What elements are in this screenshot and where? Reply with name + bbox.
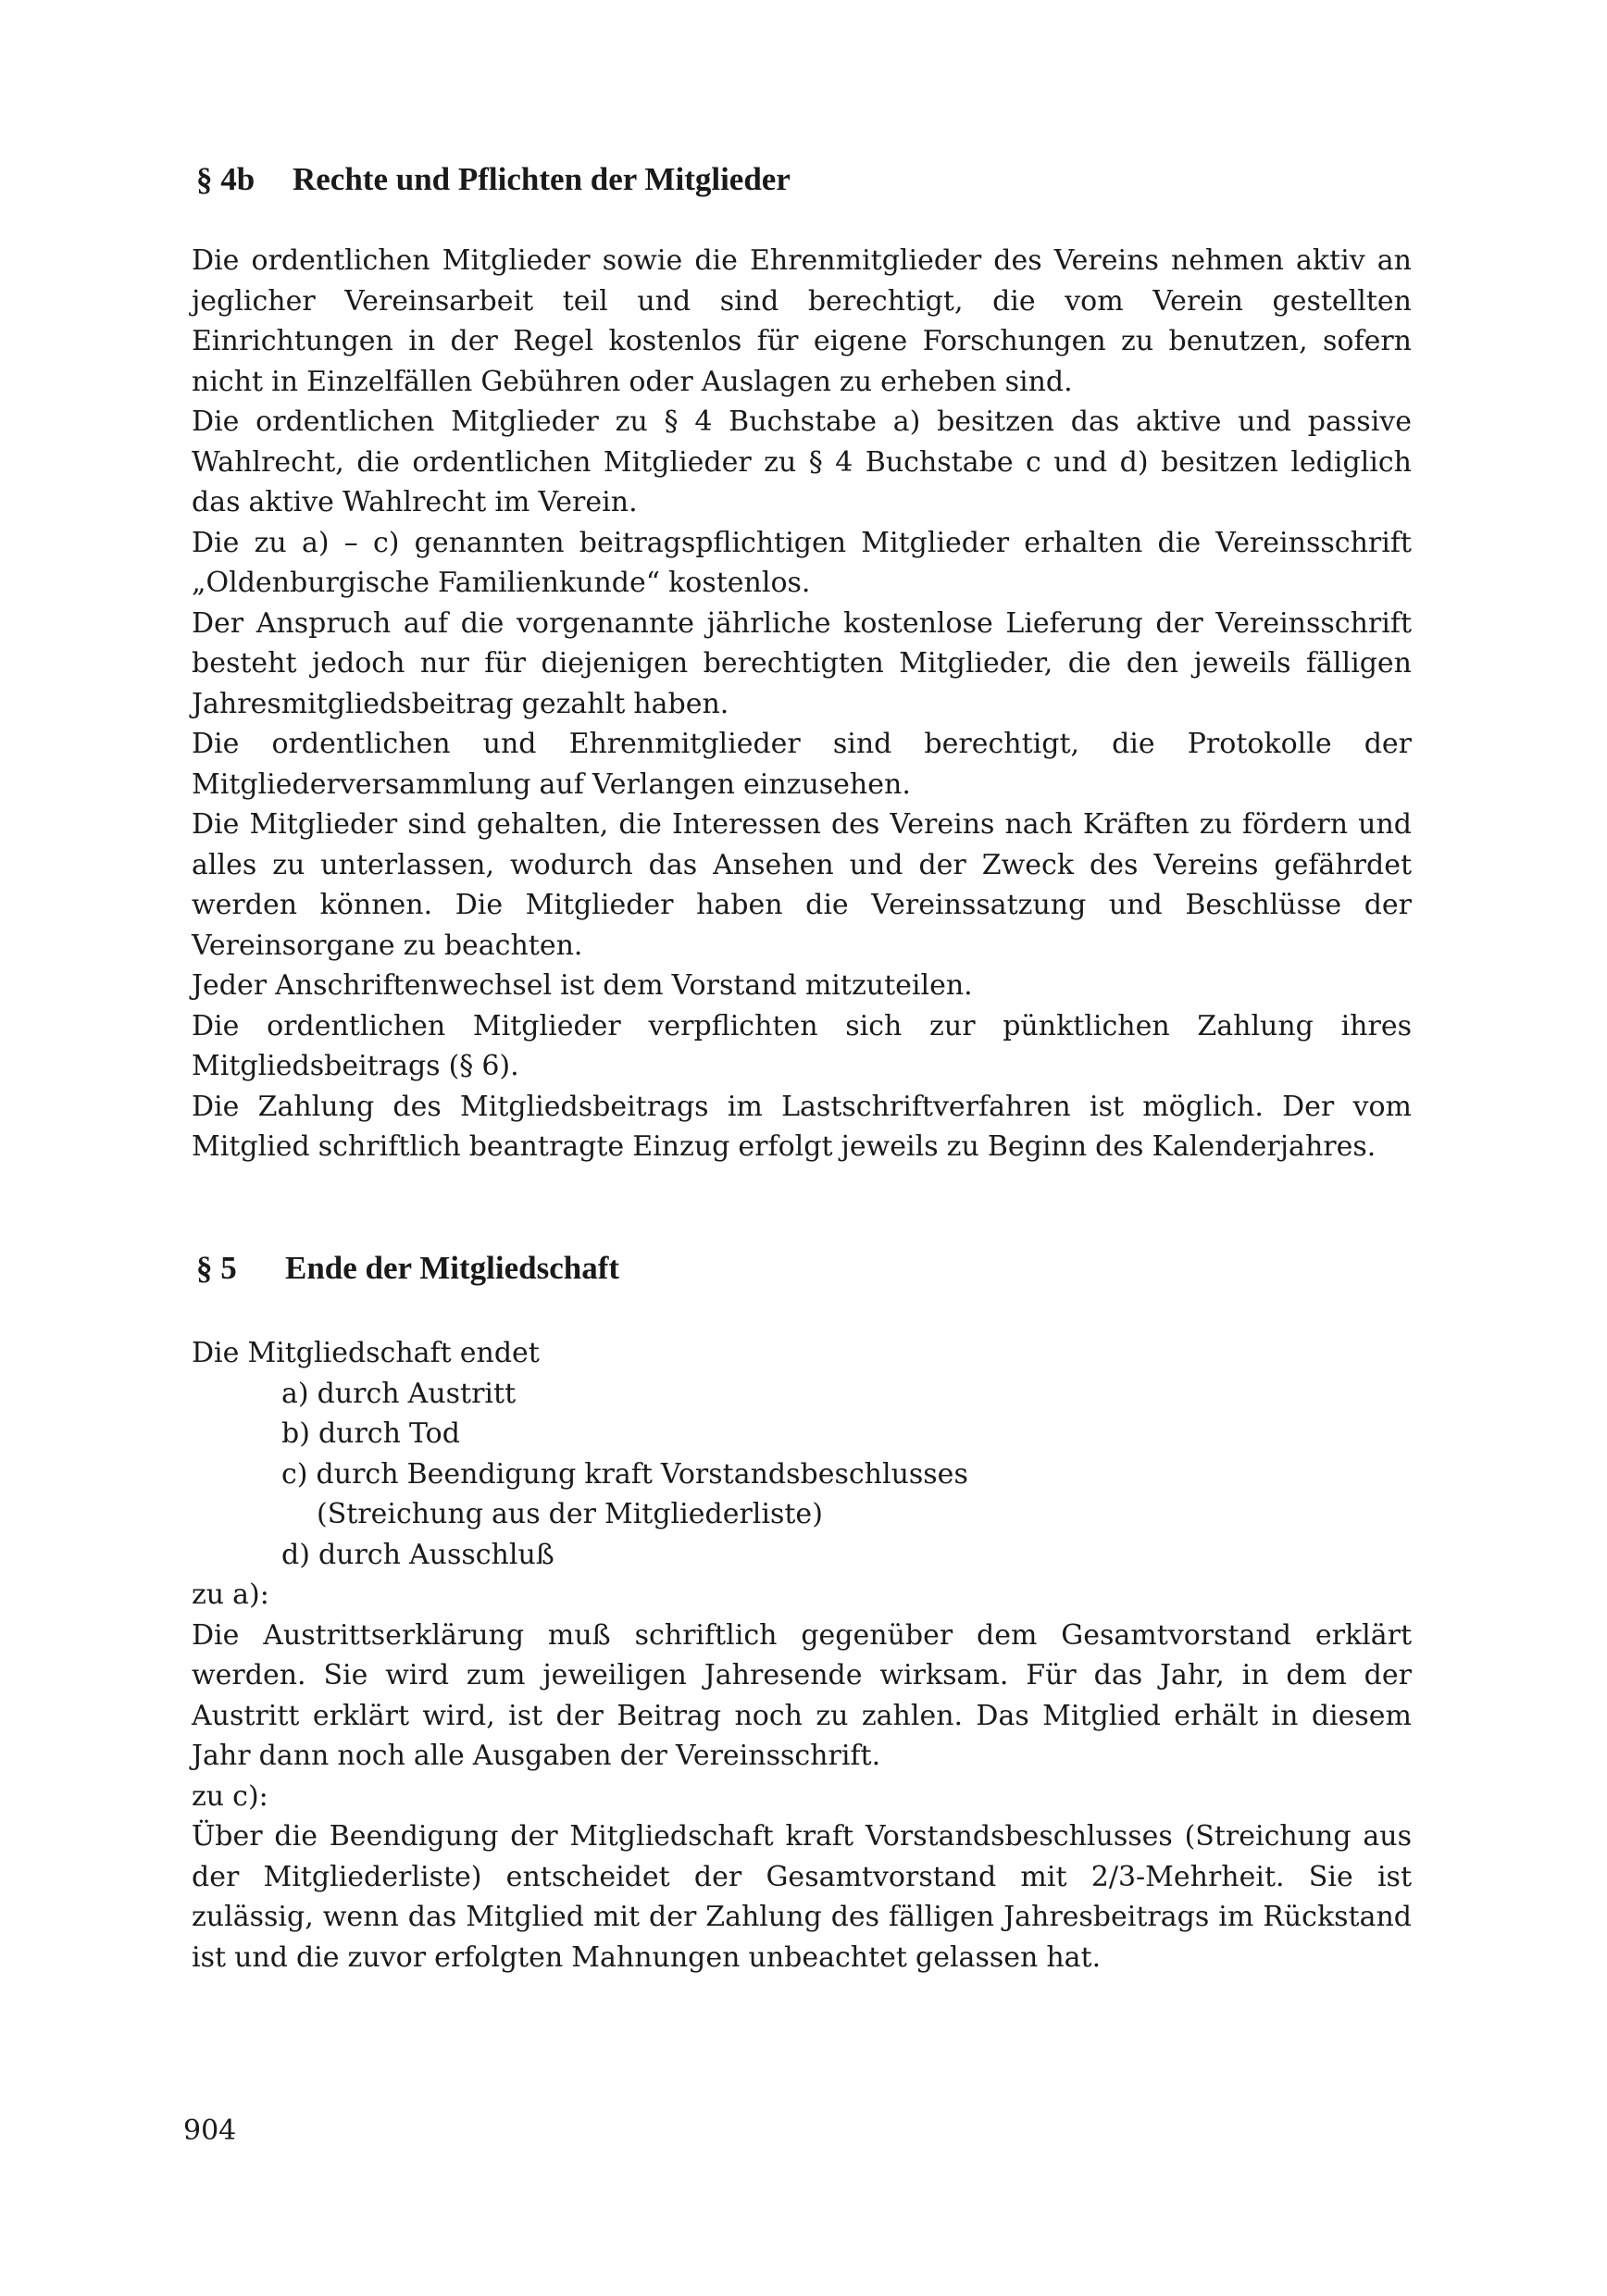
zu-c-label: zu c): <box>192 1779 268 1813</box>
paragraph: Jeder Anschriftenwechsel ist dem Vorstand mitzuteilen. <box>192 969 973 1002</box>
section-5-title: Ende der Mitgliedschaft <box>285 1250 620 1286</box>
list-item-continuation: (Streichung aus der Mitgliederliste) <box>317 1498 823 1530</box>
list-item-text: d) durch Ausschluß <box>281 1538 554 1571</box>
section-4b-body <box>192 241 1412 1167</box>
zu-c-paragraph: Über die Beendigung der Mitgliedschaft kraft Vorstandsbeschlusses (Streichung aus der Mitgliederliste) entscheidet der Gesamtvorstand mit 2/3-Mehrheit. Sie ist zulässig, wenn das Mitglied mit der Zahlung des fälligen Jahresbeitrags im Rückstand ist und die zuvor erfolgten Mahnungen unbeachtet gelassen hat. <box>192 1820 1412 1974</box>
paragraph: Die ordentlichen Mitglieder zu § 4 Buchstabe a) besitzen das aktive und passive Wahlrecht, die ordentlichen Mitglieder zu § 4 Buchstabe c und d) besitzen lediglich das aktive Wahlrecht im Verein. <box>192 406 1412 518</box>
section-5-number: § 5 <box>196 1250 237 1286</box>
section-5-body <box>192 1333 1412 1978</box>
paragraph: Die zu a) – c) genannten beitragspflichtigen Mitglieder erhalten die Vereinsschrift „Oldenburgische Familienkunde“ kostenlos. <box>192 526 1412 599</box>
section-4b-title: Rechte und Pflichten der Mitglieder <box>293 161 791 197</box>
list-item <box>192 1454 1412 1535</box>
intro-text: Die Mitgliedschaft endet <box>192 1337 540 1369</box>
list-item <box>192 1374 1412 1415</box>
section-4b-number: § 4b <box>196 161 255 197</box>
list-item <box>192 1535 1412 1576</box>
list-item-text: a) durch Austritt <box>281 1377 517 1410</box>
paragraph: Die Zahlung des Mitgliedsbeitrags im Lastschriftverfahren ist möglich. Der vom Mitglied schriftlich beantragte Einzug erfolgt jeweils zu Beginn des Kalenderjahres. <box>192 1090 1412 1163</box>
list-item <box>192 1414 1412 1454</box>
paragraph: Die ordentlichen und Ehrenmitglieder sind berechtigt, die Protokolle der Mitgliederversammlung auf Verlangen einzusehen. <box>192 728 1412 801</box>
termination-list <box>192 1374 1412 1576</box>
zu-a-paragraph: Die Austrittserklärung muß schriftlich gegenüber dem Gesamtvorstand erklärt werden. Sie wird zum jeweiligen Jahresende wirksam. Für das Jahr, in dem der Austritt erklärt wird, ist der Beitrag noch zu zahlen. Das Mitglied erhält in diesem Jahr dann noch alle Ausgaben der Vereinsschrift. <box>192 1618 1412 1772</box>
section-5-heading <box>196 1250 619 1287</box>
paragraph: Die ordentlichen Mitglieder verpflichten sich zur pünktlichen Zahlung ihres Mitgliedsbeitrags (§ 6). <box>192 1009 1412 1082</box>
paragraph: Die Mitglieder sind gehalten, die Interessen des Vereins nach Kräften zu fördern und alles zu unterlassen, wodurch das Ansehen und der Zweck des Vereins gefährdet werden können. Die Mitglieder haben die Vereinssatzung und Beschlüsse der Vereinsorgane zu beachten. <box>192 808 1412 962</box>
paragraph: Die ordentlichen Mitglieder sowie die Ehrenmitglieder des Vereins nehmen aktiv an jeglicher Vereinsarbeit teil und sind berechtigt, die vom Verein gestellten Einrichtungen in der Regel kostenlos für eigene Forschungen zu benutzen, sofern nicht in Einzelfällen Gebühren oder Auslagen zu erheben sind. <box>192 244 1412 398</box>
list-item-text: c) durch Beendigung kraft Vorstandsbeschlusses <box>281 1457 968 1491</box>
paragraph: Der Anspruch auf die vorgenannte jährliche kostenlose Lieferung der Vereinsschrift besteht jedoch nur für diejenigen berechtigten Mitglieder, die den jeweils fälligen Jahresmitgliedsbeitrag gezahlt haben. <box>192 606 1412 720</box>
list-item-text: b) durch Tod <box>281 1417 460 1450</box>
zu-a-label: zu a): <box>192 1578 269 1611</box>
section-4b-heading <box>196 161 791 198</box>
page-number: 904 <box>183 2115 237 2147</box>
